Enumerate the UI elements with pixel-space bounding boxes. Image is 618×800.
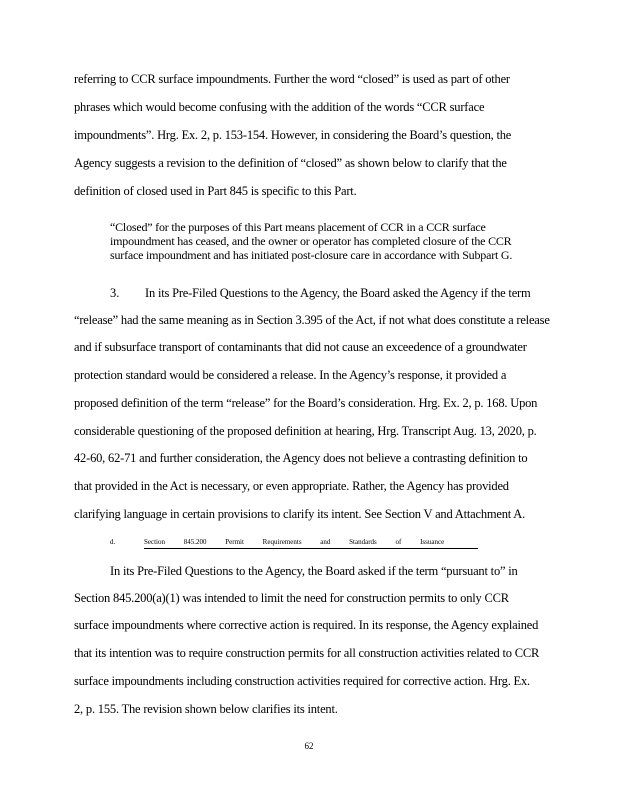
text-line: that provided in the Act is necessary, or even appropriate. Rather, the Agency has provided	[74, 479, 509, 493]
quote-line: surface impoundment and has initiated post-closure care in accordance with Subpart G.	[110, 248, 513, 262]
text-line: protection standard would be considered a release. In the Agency’s response, it provided a	[74, 368, 507, 382]
text-line: definition of closed used in Part 845 is specific to this Part.	[74, 184, 357, 198]
heading-title: Section 845.200 Permit Requirements and Standards of Issuance	[144, 537, 478, 549]
item-number: 3.	[110, 286, 120, 300]
page-number: 62	[304, 741, 314, 751]
text-line: and if subsurface transport of contaminants that did not cause an exceedence of a groundwater	[74, 340, 527, 354]
text-line: surface impoundments where corrective action is required. In its response, the Agency explained	[74, 618, 539, 632]
text-line: surface impoundments including construction activities required for corrective action. Hrg. Ex.	[74, 674, 530, 688]
text-line: 2, p. 155. The revision shown below clarifies its intent.	[74, 702, 338, 716]
text-line: clarifying language in certain provisions to clarify its intent. See Section V and Attachment A.	[74, 507, 526, 521]
text-line: considerable questioning of the proposed definition at hearing, Hrg. Transcript Aug. 13, 2020, p.	[74, 424, 537, 438]
text-line: 42-60, 62-71 and further consideration, the Agency does not believe a contrasting definition to	[74, 451, 528, 465]
text-line: Section 845.200(a)(1) was intended to limit the need for construction permits to only CCR	[74, 591, 509, 605]
quote-line: impoundment has ceased, and the owner or operator has completed closure of the CCR	[110, 234, 512, 248]
text-line: phrases which would become confusing with the addition of the words “CCR surface	[74, 100, 485, 114]
text-line: In its Pre-Filed Questions to the Agency, the Board asked the Agency if the term	[145, 286, 531, 300]
text-line: that its intention was to require construction permits for all construction activities related to CCR	[74, 646, 540, 660]
text-line: Agency suggests a revision to the definition of “closed” as shown below to clarify that the	[74, 156, 507, 170]
text-line: impoundments”. Hrg. Ex. 2, p. 153-154. However, in considering the Board’s question, the	[74, 128, 512, 142]
text-line: referring to CCR surface impoundments. Further the word “closed” is used as part of other	[74, 72, 510, 86]
heading-letter: d.	[110, 538, 116, 546]
text-line: proposed definition of the term “release” for the Board’s consideration. Hrg. Ex. 2, p. 168. Upon	[74, 396, 538, 410]
text-line: In its Pre-Filed Questions to the Agency, the Board asked if the term “pursuant to” in	[110, 564, 518, 578]
text-line: “release” had the same meaning as in Section 3.395 of the Act, if not what does constitute a release	[74, 313, 550, 327]
quote-line: “Closed” for the purposes of this Part means placement of CCR in a CCR surface	[110, 220, 486, 234]
